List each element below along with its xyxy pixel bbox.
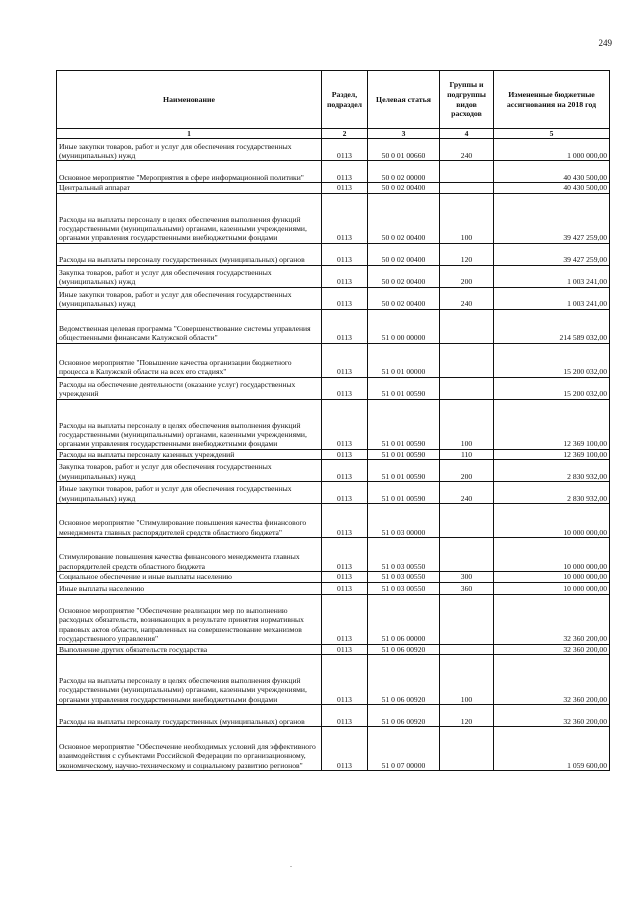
row-amount-cell: 1 000 000,00 bbox=[494, 139, 610, 161]
row-group-cell: 110 bbox=[440, 449, 494, 459]
row-target-cell: 50 0 01 00660 bbox=[368, 139, 440, 161]
column-number: 4 bbox=[440, 129, 494, 139]
table-row bbox=[57, 582, 610, 594]
budget-table bbox=[56, 70, 610, 771]
table-row bbox=[57, 243, 610, 265]
row-amount-cell: 10 000 000,00 bbox=[494, 538, 610, 572]
column-number: 1 bbox=[57, 129, 322, 139]
row-group-cell bbox=[440, 594, 494, 644]
row-group-cell: 120 bbox=[440, 705, 494, 727]
row-name-cell: Расходы на обеспечение деятельности (оказание услуг) государственных учреждений bbox=[57, 377, 322, 399]
row-section-cell: 0113 bbox=[322, 582, 368, 594]
row-section-cell: 0113 bbox=[322, 243, 368, 265]
row-name-cell: Иные выплаты населению bbox=[57, 582, 322, 594]
row-group-cell: 100 bbox=[440, 655, 494, 705]
row-section-cell: 0113 bbox=[322, 705, 368, 727]
row-target-cell: 50 0 02 00400 bbox=[368, 183, 440, 193]
row-name-cell: Центральный аппарат bbox=[57, 183, 322, 193]
row-group-cell bbox=[440, 161, 494, 183]
row-name-cell: Расходы на выплаты персоналу в целях обеспечения выполнения функций государственными (муниципальными) органами, казенными учреждениями, органами управления государственными внебюджетными фондами bbox=[57, 193, 322, 243]
row-target-cell: 51 0 03 00550 bbox=[368, 572, 440, 582]
row-name-cell: Расходы на выплаты персоналу государственных (муниципальных) органов bbox=[57, 705, 322, 727]
row-target-cell: 51 0 03 00000 bbox=[368, 504, 440, 538]
row-section-cell: 0113 bbox=[322, 538, 368, 572]
row-section-cell: 0113 bbox=[322, 265, 368, 287]
row-group-cell: 240 bbox=[440, 482, 494, 504]
row-group-cell bbox=[440, 183, 494, 193]
row-name-cell: Расходы на выплаты персоналу в целях обеспечения выполнения функций государственными (муниципальными) органами, казенными учреждениями, органами управления государственными внебюджетными фондами bbox=[57, 655, 322, 705]
row-amount-cell: 15 200 032,00 bbox=[494, 377, 610, 399]
table-row bbox=[57, 139, 610, 161]
row-amount-cell: 32 360 200,00 bbox=[494, 655, 610, 705]
header-amount: Измененные бюджетные ассигнования на 2018 год bbox=[494, 71, 610, 129]
row-target-cell: 51 0 01 00590 bbox=[368, 460, 440, 482]
table-row bbox=[57, 193, 610, 243]
row-target-cell: 51 0 01 00590 bbox=[368, 482, 440, 504]
table-row bbox=[57, 399, 610, 449]
row-name-cell: Закупка товаров, работ и услуг для обеспечения государственных (муниципальных) нужд bbox=[57, 460, 322, 482]
header-section: Раздел, подраздел bbox=[322, 71, 368, 129]
row-name-cell: Социальное обеспечение и иные выплаты населению bbox=[57, 572, 322, 582]
row-group-cell: 100 bbox=[440, 399, 494, 449]
row-name-cell: Иные закупки товаров, работ и услуг для обеспечения государственных (муниципальных) нужд bbox=[57, 482, 322, 504]
table-body bbox=[57, 139, 610, 771]
row-name-cell: Выполнение других обязательств государства bbox=[57, 644, 322, 654]
row-target-cell: 50 0 02 00000 bbox=[368, 161, 440, 183]
row-name-cell: Основное мероприятие "Повышение качества организации бюджетного процесса в Калужской области на всех его стадиях" bbox=[57, 343, 322, 377]
row-target-cell: 50 0 02 00400 bbox=[368, 243, 440, 265]
row-section-cell: 0113 bbox=[322, 594, 368, 644]
row-name-cell: Основное мероприятие "Обеспечение реализации мер по выполнению расходных обязательств, возникающих в результате принятия нормативных правовых актов области, направленных на совершенствование механизмов государственного управления" bbox=[57, 594, 322, 644]
row-group-cell: 240 bbox=[440, 139, 494, 161]
row-target-cell: 50 0 02 00400 bbox=[368, 287, 440, 309]
row-amount-cell: 1 003 241,00 bbox=[494, 265, 610, 287]
table-row bbox=[57, 343, 610, 377]
row-group-cell: 360 bbox=[440, 582, 494, 594]
row-section-cell: 0113 bbox=[322, 399, 368, 449]
table-row bbox=[57, 655, 610, 705]
row-name-cell: Иные закупки товаров, работ и услуг для обеспечения государственных (муниципальных) нужд bbox=[57, 139, 322, 161]
row-target-cell: 51 0 01 00590 bbox=[368, 399, 440, 449]
row-amount-cell: 15 200 032,00 bbox=[494, 343, 610, 377]
row-amount-cell: 12 369 100,00 bbox=[494, 399, 610, 449]
row-amount-cell: 214 589 032,00 bbox=[494, 309, 610, 343]
row-name-cell: Основное мероприятие "Стимулирование повышения качества финансового менеджмента главных распорядителей средств областного бюджета" bbox=[57, 504, 322, 538]
table-row bbox=[57, 161, 610, 183]
row-name-cell: Расходы на выплаты персоналу государственных (муниципальных) органов bbox=[57, 243, 322, 265]
table-row bbox=[57, 377, 610, 399]
row-section-cell: 0113 bbox=[322, 287, 368, 309]
row-amount-cell: 39 427 259,00 bbox=[494, 193, 610, 243]
row-target-cell: 50 0 02 00400 bbox=[368, 265, 440, 287]
row-group-cell: 120 bbox=[440, 243, 494, 265]
table-row bbox=[57, 309, 610, 343]
row-name-cell: Закупка товаров, работ и услуг для обеспечения государственных (муниципальных) нужд bbox=[57, 265, 322, 287]
row-target-cell: 51 0 06 00000 bbox=[368, 594, 440, 644]
row-target-cell: 51 0 00 00000 bbox=[368, 309, 440, 343]
row-amount-cell: 40 430 500,00 bbox=[494, 161, 610, 183]
row-name-cell: Стимулирование повышения качества финансового менеджмента главных распорядителей средств областного бюджета bbox=[57, 538, 322, 572]
table-row bbox=[57, 504, 610, 538]
table-row bbox=[57, 482, 610, 504]
row-target-cell: 51 0 06 00920 bbox=[368, 655, 440, 705]
table-row bbox=[57, 460, 610, 482]
row-amount-cell: 12 369 100,00 bbox=[494, 449, 610, 459]
row-target-cell: 50 0 02 00400 bbox=[368, 193, 440, 243]
row-section-cell: 0113 bbox=[322, 727, 368, 771]
header-groups: Группы и подгруппы видов расходов bbox=[440, 71, 494, 129]
row-name-cell: Основное мероприятие "Мероприятия в сфере информационной политики" bbox=[57, 161, 322, 183]
row-group-cell bbox=[440, 343, 494, 377]
row-group-cell bbox=[440, 644, 494, 654]
table-row bbox=[57, 727, 610, 771]
row-target-cell: 51 0 06 00920 bbox=[368, 644, 440, 654]
row-amount-cell: 1 003 241,00 bbox=[494, 287, 610, 309]
row-section-cell: 0113 bbox=[322, 644, 368, 654]
row-amount-cell: 10 000 000,00 bbox=[494, 582, 610, 594]
row-group-cell: 300 bbox=[440, 572, 494, 582]
row-name-cell: Расходы на выплаты персоналу казенных учреждений bbox=[57, 449, 322, 459]
row-name-cell: Основное мероприятие "Обеспечение необходимых условий для эффективного взаимодействия с субъектами Российской Федерации по организационному, экономическому, научно-техническому и социальному развитию регионов" bbox=[57, 727, 322, 771]
page-mark: . bbox=[290, 860, 292, 869]
row-section-cell: 0113 bbox=[322, 193, 368, 243]
table-row bbox=[57, 265, 610, 287]
row-amount-cell: 40 430 500,00 bbox=[494, 183, 610, 193]
row-group-cell bbox=[440, 504, 494, 538]
column-number: 3 bbox=[368, 129, 440, 139]
row-group-cell bbox=[440, 727, 494, 771]
row-section-cell: 0113 bbox=[322, 139, 368, 161]
row-target-cell: 51 0 07 00000 bbox=[368, 727, 440, 771]
row-target-cell: 51 0 03 00550 bbox=[368, 582, 440, 594]
column-number-row bbox=[57, 129, 610, 139]
table-row bbox=[57, 644, 610, 654]
row-section-cell: 0113 bbox=[322, 449, 368, 459]
row-section-cell: 0113 bbox=[322, 343, 368, 377]
row-group-cell: 200 bbox=[440, 265, 494, 287]
row-amount-cell: 32 360 200,00 bbox=[494, 594, 610, 644]
column-number: 2 bbox=[322, 129, 368, 139]
table-row bbox=[57, 449, 610, 459]
row-amount-cell: 39 427 259,00 bbox=[494, 243, 610, 265]
row-group-cell: 240 bbox=[440, 287, 494, 309]
row-group-cell: 200 bbox=[440, 460, 494, 482]
table-row bbox=[57, 538, 610, 572]
table-row bbox=[57, 287, 610, 309]
table-row bbox=[57, 594, 610, 644]
row-group-cell: 100 bbox=[440, 193, 494, 243]
row-section-cell: 0113 bbox=[322, 161, 368, 183]
row-amount-cell: 1 059 600,00 bbox=[494, 727, 610, 771]
row-name-cell: Расходы на выплаты персоналу в целях обеспечения выполнения функций государственными (муниципальными) органами, казенными учреждениями, органами управления государственными внебюджетными фондами bbox=[57, 399, 322, 449]
row-section-cell: 0113 bbox=[322, 655, 368, 705]
row-section-cell: 0113 bbox=[322, 183, 368, 193]
row-amount-cell: 10 000 000,00 bbox=[494, 572, 610, 582]
row-target-cell: 51 0 01 00590 bbox=[368, 449, 440, 459]
header-row bbox=[57, 71, 610, 129]
row-target-cell: 51 0 06 00920 bbox=[368, 705, 440, 727]
row-section-cell: 0113 bbox=[322, 460, 368, 482]
row-amount-cell: 2 830 932,00 bbox=[494, 460, 610, 482]
row-section-cell: 0113 bbox=[322, 572, 368, 582]
row-target-cell: 51 0 03 00550 bbox=[368, 538, 440, 572]
table-row bbox=[57, 705, 610, 727]
row-name-cell: Ведомственная целевая программа "Совершенствование системы управления общественными финансами Калужской области" bbox=[57, 309, 322, 343]
row-amount-cell: 32 360 200,00 bbox=[494, 644, 610, 654]
row-section-cell: 0113 bbox=[322, 309, 368, 343]
row-amount-cell: 32 360 200,00 bbox=[494, 705, 610, 727]
row-section-cell: 0113 bbox=[322, 377, 368, 399]
row-target-cell: 51 0 01 00000 bbox=[368, 343, 440, 377]
table-row bbox=[57, 572, 610, 582]
row-group-cell bbox=[440, 377, 494, 399]
header-name: Наименование bbox=[57, 71, 322, 129]
row-target-cell: 51 0 01 00590 bbox=[368, 377, 440, 399]
header-target: Целевая статья bbox=[368, 71, 440, 129]
row-section-cell: 0113 bbox=[322, 504, 368, 538]
row-amount-cell: 2 830 932,00 bbox=[494, 482, 610, 504]
row-group-cell bbox=[440, 538, 494, 572]
column-number: 5 bbox=[494, 129, 610, 139]
table-row bbox=[57, 183, 610, 193]
row-amount-cell: 10 000 000,00 bbox=[494, 504, 610, 538]
row-name-cell: Иные закупки товаров, работ и услуг для обеспечения государственных (муниципальных) нужд bbox=[57, 287, 322, 309]
row-section-cell: 0113 bbox=[322, 482, 368, 504]
row-group-cell bbox=[440, 309, 494, 343]
page-number: 249 bbox=[598, 38, 612, 48]
